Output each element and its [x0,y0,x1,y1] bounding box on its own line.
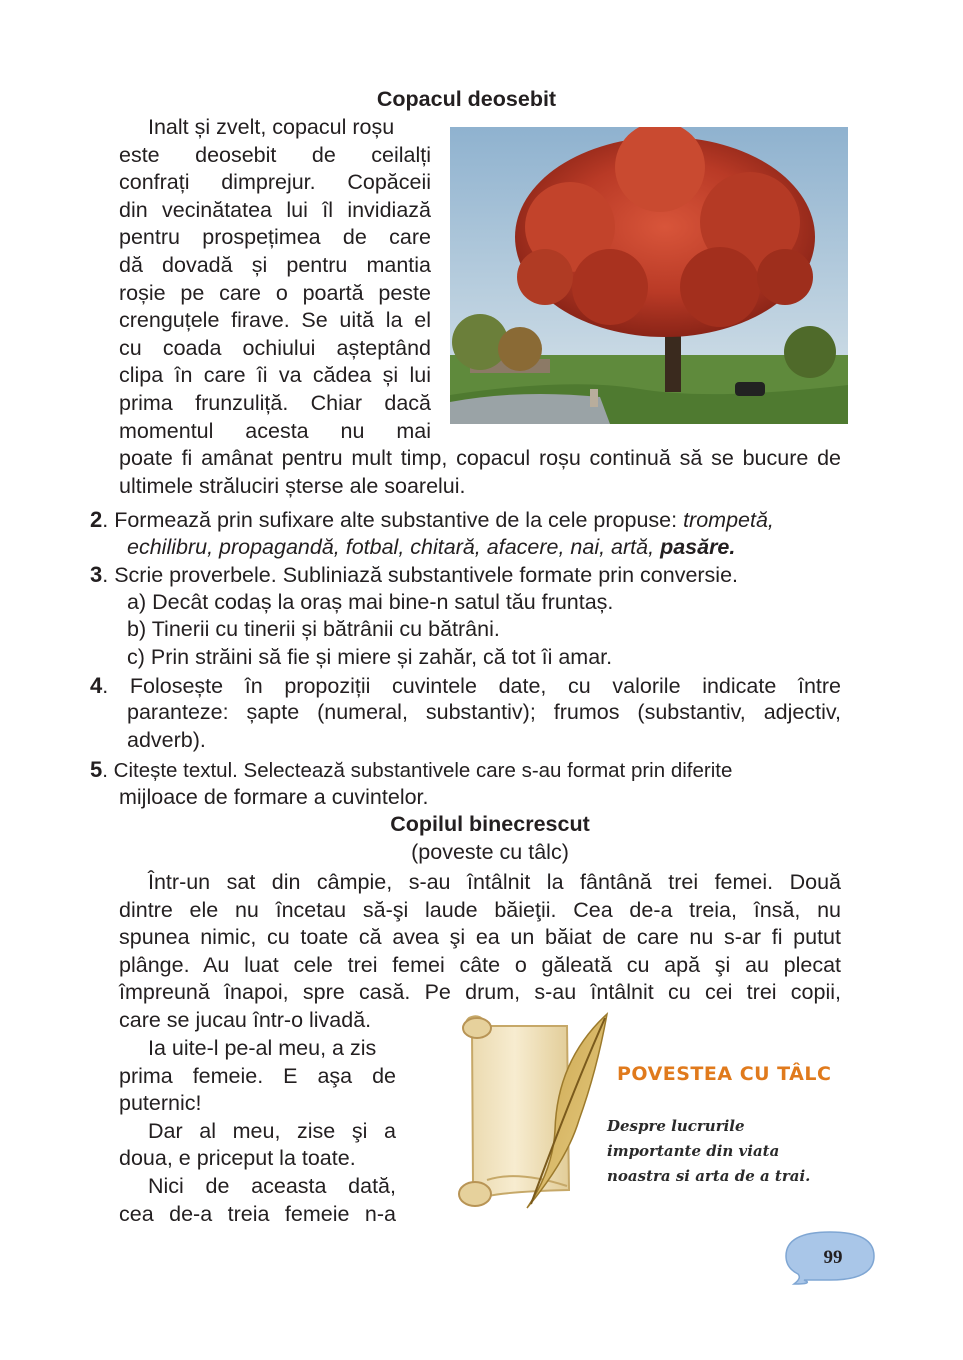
exercise-italic-words: echilibru, propagandă, fotbal, chitară, afacere, nai, artă, [127,535,661,559]
text-line: confrați dimprejur. Copăceii [119,170,431,195]
exercise-2 [90,506,842,535]
scroll-caption [607,1114,847,1189]
exercise-bold-word: pasăre. [660,535,736,559]
exercise-number: 2 [90,507,103,532]
story-paragraph-wide: poate fi amânat pentru mult timp, copacul roșu continuă să se bucure de ultimele străluciri șterse ale soarelui. [119,446,841,498]
exercise-4-line2: paranteze: șapte (numeral, substantiv); frumos (substantiv, adjectiv, [127,700,841,724]
text-line: plânge. Au luat cele trei femei câte o găleată cu apă şi au plecat [119,952,841,977]
caption-line: noastra si arta de a trai. [607,1167,811,1185]
text-line: din vecinătatea lui îl invidiază [119,197,431,222]
story-title: Copilul binecrescut [390,812,590,836]
exercise-2-line2 [127,534,735,562]
text-line: dă dovadă și pentru mantia [119,252,431,277]
text-line: prima femeie. E aşa de [119,1063,396,1088]
exercise-number: 3 [90,562,103,587]
text-line: Inalt și zvelt, copacul roșu [148,115,395,139]
proverb-item: a) Decât codaș la oraș mai bine-n satul tău fruntaș. [127,590,614,614]
exercise-number: 5 [90,757,103,782]
text-line: cu coada ochiului așteptând [119,335,431,360]
page-number: 99 [823,1247,843,1268]
exercise-text: . Formează prin sufixare alte substantive de la cele propuse: [102,508,684,532]
exercise-3 [90,561,738,590]
text-line: roșie pe care o poartă peste [119,280,431,305]
text-line: doua, e priceput la toate. [119,1146,356,1171]
story-subtitle: (poveste cu tâlc) [411,840,569,864]
exercise-text: . Citește textul. Selectează substantivele care s-au format prin diferite [102,759,733,782]
caption-line: Despre lucrurile [607,1117,745,1135]
text-line: Nici de aceasta dată, [148,1173,396,1198]
exercise-italic-words: trompetă, [683,508,774,532]
text-line: împreună înapoi, spre casă. Pe drum, s-au întâlnit cu cei trei copii, [119,980,841,1005]
story-paragraph-narrow [119,114,431,445]
text-line: dintre ele nu încetau să-şi laude băieţii. Cea de-a treia, însă, nu [119,897,841,922]
caption-line: importante din viata [607,1142,780,1160]
text-line: Dar al meu, zise şi a [148,1118,396,1143]
proverb-item: b) Tinerii cu tinerii și bătrânii cu bătrâni. [127,617,500,641]
text-line: prima frunzuliță. Chiar dacă [119,390,431,415]
story-title: Copacul deosebit [376,87,557,111]
text-line: momentul acesta nu mai [119,418,431,443]
parchment-scroll-illustration [447,1010,847,1215]
text-line: Ia uite-l pe-al meu, a zis [148,1036,377,1060]
text-line: care se jucau într-o livadă. [119,1007,372,1032]
exercise-text: . Scrie proverbele. Subliniază substantivele formate prin conversie. [102,563,739,587]
exercise-number: 4 [90,673,103,698]
story-paragraph-narrow [119,1035,396,1228]
text-line: Într-un sat din câmpie, s-au întâlnit la fântână trei femei. Două [148,870,841,894]
exercise-4-line3: adverb). [127,728,206,752]
text-line: puternic! [119,1091,202,1116]
scroll-heading: POVESTEA CU TÂLC [617,1063,832,1085]
exercise-5-line2: mijloace de formare a cuvintelor. [119,785,429,809]
text-line: clipa în care îi va cădea și lui [119,363,431,388]
exercise-text: . Folosește în propoziții cuvintele date, cu valorile indicate între [102,674,841,698]
text-line: este deosebit de ceilalți [119,142,431,167]
exercise-4 [90,672,841,701]
text-line: pentru prospețimea de care [119,225,431,250]
text-line: cea de-a treia femeie n-a [119,1201,396,1226]
text-line: spunea nimic, cu toate că avea şi ea un băiat de care nu s-ar fi putut [119,925,841,950]
text-line: crenguțele firave. Se uită la el [119,308,431,333]
proverb-item: c) Prin străini să fie și miere și zahăr, că tot îi amar. [127,645,613,669]
exercise-5 [90,756,732,785]
red-tree-photo [450,127,848,424]
